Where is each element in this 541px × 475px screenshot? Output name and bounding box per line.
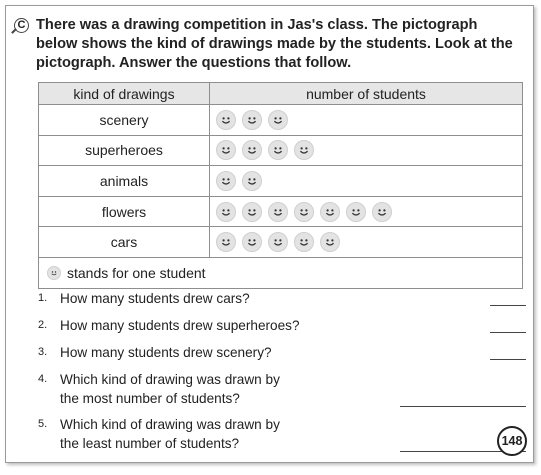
question-item — [38, 316, 526, 335]
pictograph-row — [39, 135, 523, 166]
question-number: 1. — [38, 292, 48, 304]
question-item — [38, 289, 526, 308]
question-text-line: the least number of students? — [60, 436, 240, 451]
question-item — [38, 343, 526, 362]
smiley-face-icon — [242, 232, 262, 252]
pictograph-table — [38, 82, 523, 289]
question-text — [60, 370, 280, 408]
smiley-face-icon — [216, 171, 236, 191]
smiley-face-icon — [242, 110, 262, 130]
drawing-kind-cell: animals — [39, 166, 210, 197]
smiley-face-icon — [268, 202, 288, 222]
smiley-face-icon — [268, 110, 288, 130]
smiley-face-icon — [320, 232, 340, 252]
smiley-face-icon — [216, 202, 236, 222]
answer-line[interactable] — [490, 359, 526, 360]
pictograph-key — [39, 257, 523, 288]
instruction — [14, 16, 519, 73]
smiley-face-icon — [216, 110, 236, 130]
section-letter-badge: C — [14, 18, 29, 33]
header-number: number of students — [210, 83, 523, 105]
smiley-face-icon — [372, 202, 392, 222]
question-item — [38, 370, 526, 408]
question-text — [60, 415, 280, 453]
smiley-face-icon — [346, 202, 366, 222]
question-number: 4. — [38, 373, 48, 385]
answer-line[interactable] — [400, 406, 526, 407]
student-count-cell — [210, 227, 523, 258]
smiley-face-icon — [320, 202, 340, 222]
answer-line[interactable] — [490, 305, 526, 306]
smiley-face-icon — [242, 171, 262, 191]
smiley-face-icon — [294, 232, 314, 252]
smiley-face-icon — [216, 140, 236, 160]
student-count-cell — [210, 105, 523, 136]
smiley-face-icon — [294, 140, 314, 160]
key-text: stands for one student — [67, 264, 206, 281]
drawing-kind-cell: cars — [39, 227, 210, 258]
pictograph-row — [39, 227, 523, 258]
pictograph-row — [39, 105, 523, 136]
smiley-face-icon — [242, 202, 262, 222]
question-text: How many students drew cars? — [60, 291, 250, 306]
header-kind: kind of drawings — [39, 83, 210, 105]
question-number: 3. — [38, 346, 48, 358]
question-item — [38, 415, 526, 453]
smiley-face-icon — [268, 140, 288, 160]
smiley-face-icon — [294, 202, 314, 222]
smiley-face-icon — [242, 140, 262, 160]
student-count-cell — [210, 135, 523, 166]
drawing-kind-cell: superheroes — [39, 135, 210, 166]
drawing-kind-cell: flowers — [39, 196, 210, 227]
smiley-face-icon — [47, 266, 61, 280]
smiley-face-icon — [216, 232, 236, 252]
smiley-face-icon — [268, 232, 288, 252]
question-text-line: the most number of students? — [60, 391, 240, 406]
instruction-text: There was a drawing competition in Jas's class. The pictograph below shows the kind of drawings made by the students. Look at the pictograph. Answer the questions that follow. — [36, 17, 513, 71]
pictograph-row — [39, 166, 523, 197]
student-count-cell — [210, 166, 523, 197]
drawing-kind-cell: scenery — [39, 105, 210, 136]
answer-line[interactable] — [490, 332, 526, 333]
question-number: 5. — [38, 418, 48, 430]
page-number-badge: 148 — [497, 426, 527, 456]
question-number: 2. — [38, 319, 48, 331]
question-text: How many students drew scenery? — [60, 345, 272, 360]
question-text-line: Which kind of drawing was drawn by — [60, 417, 280, 432]
pictograph-row — [39, 196, 523, 227]
student-count-cell — [210, 196, 523, 227]
question-text: How many students drew superheroes? — [60, 318, 300, 333]
worksheet-page — [5, 5, 534, 463]
question-text-line: Which kind of drawing was drawn by — [60, 372, 280, 387]
